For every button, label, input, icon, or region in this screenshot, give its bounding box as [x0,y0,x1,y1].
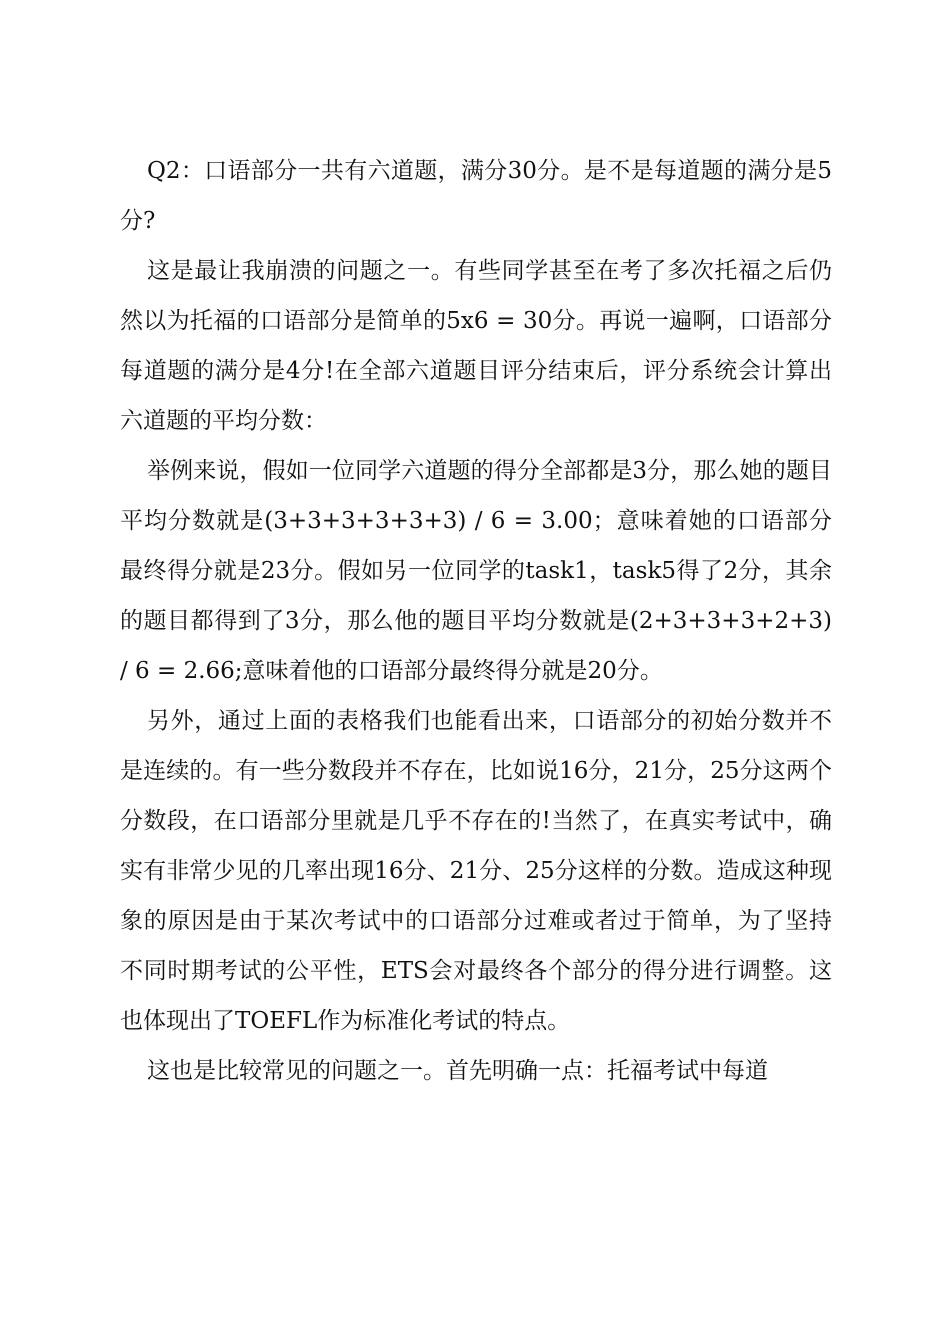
paragraph-common-question: 这也是比较常见的问题之一。首先明确一点：托福考试中每道 [147,1058,768,1084]
paragraph-q2-question: Q2：口语部分一共有六道题，满分30分。是不是每道题的满分是5分? [120,158,832,234]
paragraph-speaking-score-explanation: 这是最让我崩溃的问题之一。有些同学甚至在考了多次托福之后仍然以为托福的口语部分是简单的5x6 = 30分。再说一遍啊，口语部分每道题的满分是4分!在全部六道题目评分结束后，评分系统会计算出六道题的平均分数： [120,258,832,434]
document-body [120,146,832,1096]
paragraph-score-example: 举例来说，假如一位同学六道题的得分全部都是3分，那么她的题目平均分数就是(3+3+3+3+3+3) / 6 = 3.00；意味着她的口语部分最终得分就是23分。假如另一位同学的task1，task5得了2分，其余的题目都得到了3分，那么他的题目平均分数就是(2+3+3+3+2+3) / 6 = 2.66;意味着他的口语部分最终得分就是20分。 [120,458,832,684]
paragraph-score-distribution: 另外，通过上面的表格我们也能看出来，口语部分的初始分数并不是连续的。有一些分数段并不存在，比如说16分，21分，25分这两个分数段，在口语部分里就是几乎不存在的!当然了，在真实考试中，确实有非常少见的几率出现16分、21分、25分这样的分数。造成这种现象的原因是由于某次考试中的口语部分过难或者过于简单，为了坚持不同时期考试的公平性，ETS会对最终各个部分的得分进行调整。这也体现出了TOEFL作为标准化考试的特点。 [120,708,832,1034]
